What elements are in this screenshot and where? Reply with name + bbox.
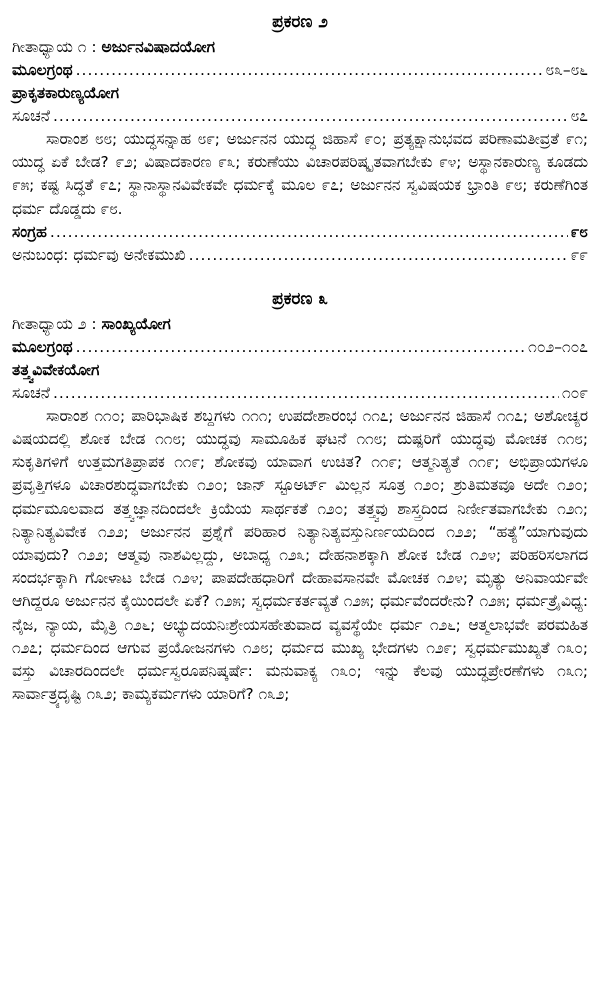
entry-page: ೧೦೨–೧೦೭ <box>528 337 588 356</box>
leader-dots <box>53 105 568 128</box>
entry-page: ೯೯ <box>570 245 588 264</box>
toc-entry-mulagrantha <box>12 336 588 359</box>
toc-entry-sangraha <box>12 221 588 244</box>
section-title: ತತ್ತ್ವವಿವೇಕಯೋಗ <box>12 360 100 379</box>
gita-chapter-line <box>12 313 588 336</box>
entry-label: ಸೂಚನೆ <box>12 107 50 125</box>
gita-chapter-name: ಸಾಂಖ್ಯಯೋಗ <box>101 314 171 333</box>
entry-page: ೮೩–೮೬ <box>545 61 588 79</box>
toc-entry-mulagrantha <box>12 59 588 82</box>
gita-chapter-label: ಗೀತಾಧ್ಯಾಯ ೨ : <box>12 314 102 333</box>
entry-page: ೧೦೯ <box>561 383 588 402</box>
leader-dots <box>189 244 568 267</box>
leader-dots <box>50 221 568 244</box>
gita-chapter-line <box>12 36 588 59</box>
entry-page: ೮೭ <box>570 107 588 125</box>
gita-chapter-name: ಅರ್ಜುನವಿಷಾದಯೋಗ <box>101 38 215 56</box>
toc-entry-suchane <box>12 105 588 128</box>
chapter-title: ಪ್ರಕರಣ ೩ <box>272 288 328 309</box>
chapter-title: ಪ್ರಕರಣ ೨ <box>272 12 328 32</box>
toc-entry-anubandha <box>12 244 588 267</box>
entry-label: ಮೂಲಗ್ರಂಥ <box>12 337 73 356</box>
section-title: ಪ್ರಾಕೃತಕಾರುಣ್ಯಯೋಗ <box>12 84 119 102</box>
entry-label: ಮೂಲಗ್ರಂಥ <box>12 61 73 79</box>
entry-label: ಸೂಚನೆ <box>12 383 50 402</box>
entry-page: ೯೮ <box>570 222 588 241</box>
gita-chapter-label: ಗೀತಾಧ್ಯಾಯ ೧ : <box>12 38 102 56</box>
topics-paragraph: ಸಾರಾಂಶ ೮೮; ಯುದ್ಧಸನ್ನಾಹ ೮೯; ಅರ್ಜುನನ ಯುದ್ಧ ಜಿಹಾಸೆ ೯೦; ಪ್ರತ್ಯಕ್ಷಾನುಭವದ ಪರಿಣಾಮತೀವ್ರತೆ ೯೧; ಯುದ್ಧ ಏಕೆ ಬೇಡ? ೯೨; ವಿಷಾದಕಾರಣ ೯೩; ಕರುಣೆಯು ವಿಚಾರಪರಿಷ್ಕೃತವಾಗಬೇಕು ೯೪; ಅಸ್ಥಾನಕಾರುಣ್ಯ ಕೂಡದು ೯೫; ಕಷ್ಟ ಸಿದ್ಧತೆ ೯೭; ಸ್ಥಾನಾಸ್ಥಾನವಿವೇಕವೇ ಧರ್ಮಕ್ಕೆ ಮೂಲ ೯೭; ಅರ್ಜುನನ ಸ್ವವಿಷಯಕ ಭ್ರಾಂತಿ ೯೮; ಕರುಣೆಗಿಂತ ಧರ್ಮ ದೊಡ್ಡದು ೯೮. <box>12 130 588 218</box>
entry-label: ಸಂಗ್ರಹ <box>12 222 47 241</box>
entry-label: ಅನುಬಂಧ: ಧರ್ಮವು ಅನೇಕಮುಖಿ <box>12 245 186 264</box>
leader-dots <box>53 382 559 405</box>
toc-entry-suchane <box>12 382 588 405</box>
leader-dots <box>76 336 526 359</box>
topics-paragraph: ಸಾರಾಂಶ ೧೧೦; ಪಾರಿಭಾಷಿಕ ಶಬ್ದಗಳು ೧೧೧; ಉಪದೇಶಾರಂಭ ೧೧೭; ಅರ್ಜುನನ ಜಿಹಾಸೆ ೧೧೭; ಅಶೋಚ್ಯರ ವಿಷಯದಲ್ಲಿ ಶೋಕ ಬೇಡ ೧೧೮; ಯುದ್ಧವು ಸಾಮೂಹಿಕ ಘಟನೆ ೧೧೮; ದುಷ್ಪರಿಗೆ ಯುದ್ಧವು ಮೋಚಕ ೧೧೮; ಸುಕೃತಿಗಳಿಗೆ ಉತ್ತಮಗತಿಪ್ರಾಪಕ ೧೧೯; ಶೋಕವು ಯಾವಾಗ ಉಚಿತ? ೧೧೯; ಆತ್ಮನಿತ್ಯತೆ ೧೧೯; ಅಭಿಪ್ರಾಯಗಳೂ ಪ್ರವೃತ್ತಿಗಳೂ ವಿಚಾರಶುದ್ಧವಾಗಬೇಕು ೧೨೦; ಜಾನ್ ಸ್ಟೂಅರ್ಟ್ ಮಿಲ್ಲನ ಸೂತ್ರ ೧೨೦; ಶ್ರುತಿಮತವೂ ಅದೇ ೧೨೦; ಧರ್ಮಮೂಲವಾದ ತತ್ತ್ವಜ್ಞಾನದಿಂದಲೇ ಕ್ರಿಯೆಯ ಸಾರ್ಥಕತೆ ೧೨೦; ತತ್ತ್ವವು ಶಾಸ್ತ್ರದಿಂದ ನಿರ್ಣೀತವಾಗಬೇಕು ೧೨೧; ನಿತ್ಯಾನಿತ್ಯವಿವೇಕ ೧೨೨; ಅರ್ಜುನನ ಪ್ರಶ್ನೆಗೆ ಪರಿಹಾರ ನಿತ್ಯಾನಿತ್ಯವಸ್ತುನಿರ್ಣಯದಿಂದ ೧೨೨; “ಹತ್ಯೆ”ಯಾಗುವುದು ಯಾವುದು? ೧೨೨; ಆತ್ಮವು ನಾಶವಿಲ್ಲದ್ದು, ಅಬಾಧ್ಯ ೧೨೩; ದೇಹನಾಶಕ್ಕಾಗಿ ಶೋಕ ಬೇಡ ೧೨೪; ಪರಿಹರಿಸಲಾಗದ ಸಂದರ್ಭಕ್ಕಾಗಿ ಗೋಳಾಟ ಬೇಡ ೧೨೪; ಪಾಪದೇಹಧಾರಿಗೆ ದೇಹಾವಸಾನವೇ ಮೋಚಕ ೧೨೪; ಮೃತ್ಯು ಅನಿವಾರ್ಯವೇ ಆಗಿದ್ದರೂ ಅರ್ಜುನನ ಕೈಯಿಂದಲೇ ಏಕೆ? ೧೨೫; ಸ್ವಧರ್ಮಕರ್ತವ್ಯತೆ ೧೨೫; ಧರ್ಮವೆಂದರೇನು? ೧೨೫; ಧರ್ಮತ್ರೈವಿಧ್ಯ: ನೈಜ, ನ್ಯಾಯ, ಮೈತ್ರಿ ೧೨೬; ಅಭ್ಯುದಯನಿಃಶ್ರೇಯಸಹೇತುವಾದ ವ್ಯವಸ್ಥೆಯೇ ಧರ್ಮ ೧೨೬; ಆತ್ಮಲಾಭವೇ ಪರಮಹಿತ ೧೨೭; ಧರ್ಮದಿಂದ ಆಗುವ ಪ್ರಯೋಜನಗಳು ೧೨೮; ಧರ್ಮದ ಮುಖ್ಯ ಭೇದಗಳು ೧೨೯; ಸ್ವಧರ್ಮಮುಖ್ಯತೆ ೧೩೦; ವಸ್ತು ವಿಚಾರದಿಂದಲೇ ಧರ್ಮಸ್ವರೂಪನಿಷ್ಕರ್ಷೆ: ಮನುವಾಕ್ಯ ೧೩೦; ಇನ್ನು ಕೆಲವು ಯುದ್ಧಪ್ರೇರಣೆಗಳು ೧೩೧; ಸಾರ್ವಾತ್ರ್ಯದೃಷ್ಟಿ ೧೩೨; ಕಾಮ್ಯಕರ್ಮಗಳು ಯಾರಿಗೆ? ೧೩೨; <box>12 406 588 704</box>
leader-dots <box>76 59 543 82</box>
